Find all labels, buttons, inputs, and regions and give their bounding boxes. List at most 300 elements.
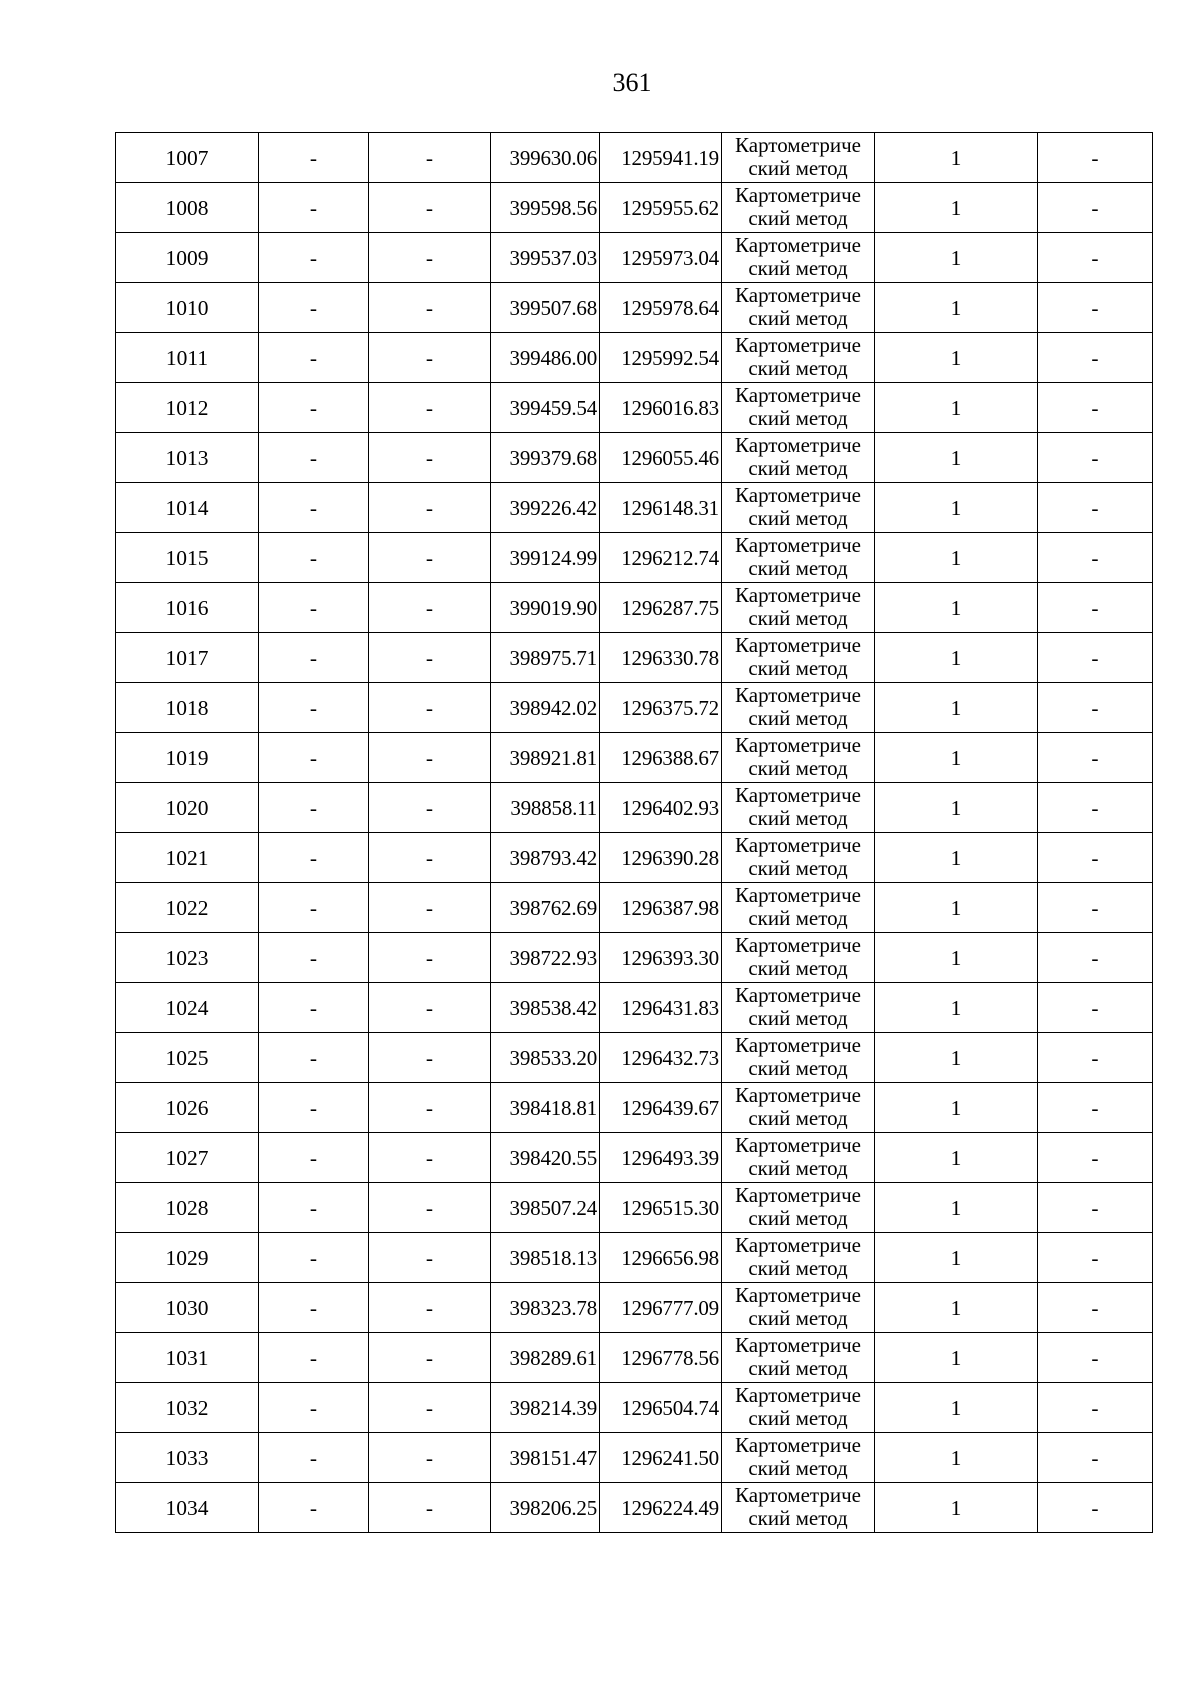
method-cell — [722, 483, 875, 533]
x-coordinate-cell: 398538.42 — [491, 983, 600, 1033]
method-line-1: Картометриче — [735, 1083, 861, 1107]
method-line-1: Картометриче — [735, 583, 861, 607]
accuracy-cell: 1 — [875, 833, 1038, 883]
empty-value-cell: - — [369, 683, 491, 733]
accuracy-cell: 1 — [875, 683, 1038, 733]
y-coordinate-cell: 1296515.30 — [600, 1183, 722, 1233]
table-row — [116, 483, 1153, 533]
y-coordinate-cell: 1296431.83 — [600, 983, 722, 1033]
empty-value-cell: - — [369, 833, 491, 883]
method-cell — [722, 1383, 875, 1433]
empty-value-cell: - — [369, 583, 491, 633]
accuracy-cell: 1 — [875, 133, 1038, 183]
method-cell — [722, 433, 875, 483]
method-text — [722, 383, 874, 431]
table-row — [116, 433, 1153, 483]
point-number-cell: 1017 — [116, 633, 259, 683]
method-text — [722, 233, 874, 281]
empty-value-cell: - — [259, 1383, 369, 1433]
method-line-2: ский метод — [748, 1056, 848, 1080]
accuracy-cell: 1 — [875, 1283, 1038, 1333]
method-text — [722, 883, 874, 931]
accuracy-cell: 1 — [875, 183, 1038, 233]
note-cell: - — [1038, 1183, 1153, 1233]
note-cell: - — [1038, 833, 1153, 883]
y-coordinate-cell: 1296393.30 — [600, 933, 722, 983]
method-line-2: ский метод — [748, 1006, 848, 1030]
method-line-2: ский метод — [748, 1506, 848, 1530]
table-row — [116, 1383, 1153, 1433]
note-cell: - — [1038, 1383, 1153, 1433]
x-coordinate-cell: 398289.61 — [491, 1333, 600, 1383]
table-row — [116, 983, 1153, 1033]
accuracy-cell: 1 — [875, 233, 1038, 283]
point-number-cell: 1013 — [116, 433, 259, 483]
method-cell — [722, 833, 875, 883]
method-line-2: ский метод — [748, 506, 848, 530]
point-number-cell: 1034 — [116, 1483, 259, 1533]
method-text — [722, 783, 874, 831]
method-line-2: ский метод — [748, 956, 848, 980]
point-number-cell: 1025 — [116, 1033, 259, 1083]
point-number-cell: 1032 — [116, 1383, 259, 1433]
note-cell: - — [1038, 583, 1153, 633]
method-cell — [722, 1133, 875, 1183]
point-number-cell: 1031 — [116, 1333, 259, 1383]
method-line-1: Картометриче — [735, 983, 861, 1007]
y-coordinate-cell: 1296439.67 — [600, 1083, 722, 1133]
method-text — [722, 283, 874, 331]
x-coordinate-cell: 399507.68 — [491, 283, 600, 333]
y-coordinate-cell: 1295955.62 — [600, 183, 722, 233]
x-coordinate-cell: 398533.20 — [491, 1033, 600, 1083]
accuracy-cell: 1 — [875, 483, 1038, 533]
note-cell: - — [1038, 383, 1153, 433]
empty-value-cell: - — [369, 483, 491, 533]
y-coordinate-cell: 1296212.74 — [600, 533, 722, 583]
y-coordinate-cell: 1296387.98 — [600, 883, 722, 933]
point-number-cell: 1030 — [116, 1283, 259, 1333]
empty-value-cell: - — [369, 333, 491, 383]
method-line-2: ский метод — [748, 656, 848, 680]
y-coordinate-cell: 1296330.78 — [600, 633, 722, 683]
point-number-cell: 1023 — [116, 933, 259, 983]
method-text — [722, 1283, 874, 1331]
empty-value-cell: - — [259, 133, 369, 183]
table-row — [116, 633, 1153, 683]
method-line-1: Картометриче — [735, 333, 861, 357]
x-coordinate-cell: 399630.06 — [491, 133, 600, 183]
table-row — [116, 933, 1153, 983]
empty-value-cell: - — [259, 1083, 369, 1133]
note-cell: - — [1038, 433, 1153, 483]
y-coordinate-cell: 1296287.75 — [600, 583, 722, 633]
method-line-2: ский метод — [748, 706, 848, 730]
empty-value-cell: - — [259, 1433, 369, 1483]
note-cell: - — [1038, 1033, 1153, 1083]
empty-value-cell: - — [369, 933, 491, 983]
empty-value-cell: - — [259, 833, 369, 883]
method-line-2: ский метод — [748, 1106, 848, 1130]
empty-value-cell: - — [259, 783, 369, 833]
method-text — [722, 1333, 874, 1381]
method-text — [722, 683, 874, 731]
empty-value-cell: - — [369, 433, 491, 483]
empty-value-cell: - — [259, 1033, 369, 1083]
point-number-cell: 1007 — [116, 133, 259, 183]
method-line-1: Картометриче — [735, 783, 861, 807]
note-cell: - — [1038, 483, 1153, 533]
method-text — [722, 183, 874, 231]
table-row — [116, 133, 1153, 183]
note-cell: - — [1038, 233, 1153, 283]
table-row — [116, 1333, 1153, 1383]
page-number: 361 — [612, 68, 652, 97]
method-cell — [722, 133, 875, 183]
empty-value-cell: - — [369, 983, 491, 1033]
x-coordinate-cell: 398793.42 — [491, 833, 600, 883]
x-coordinate-cell: 398921.81 — [491, 733, 600, 783]
empty-value-cell: - — [369, 1183, 491, 1233]
method-cell — [722, 633, 875, 683]
method-text — [722, 583, 874, 631]
method-text — [722, 1483, 874, 1531]
y-coordinate-cell: 1296016.83 — [600, 383, 722, 433]
accuracy-cell: 1 — [875, 433, 1038, 483]
method-cell — [722, 183, 875, 233]
note-cell: - — [1038, 883, 1153, 933]
empty-value-cell: - — [259, 1283, 369, 1333]
empty-value-cell: - — [369, 1433, 491, 1483]
accuracy-cell: 1 — [875, 1183, 1038, 1233]
note-cell: - — [1038, 733, 1153, 783]
accuracy-cell: 1 — [875, 583, 1038, 633]
y-coordinate-cell: 1296493.39 — [600, 1133, 722, 1183]
method-cell — [722, 1233, 875, 1283]
empty-value-cell: - — [259, 483, 369, 533]
method-cell — [722, 233, 875, 283]
method-text — [722, 633, 874, 681]
point-number-cell: 1019 — [116, 733, 259, 783]
empty-value-cell: - — [259, 983, 369, 1033]
point-number-cell: 1024 — [116, 983, 259, 1033]
method-line-1: Картометриче — [735, 1133, 861, 1157]
method-line-1: Картометриче — [735, 1433, 861, 1457]
accuracy-cell: 1 — [875, 383, 1038, 433]
empty-value-cell: - — [259, 1183, 369, 1233]
accuracy-cell: 1 — [875, 1433, 1038, 1483]
method-line-1: Картометриче — [735, 483, 861, 507]
method-line-2: ский метод — [748, 556, 848, 580]
accuracy-cell: 1 — [875, 1483, 1038, 1533]
method-text — [722, 983, 874, 1031]
accuracy-cell: 1 — [875, 1133, 1038, 1183]
point-number-cell: 1022 — [116, 883, 259, 933]
table-row — [116, 233, 1153, 283]
method-line-2: ский метод — [748, 156, 848, 180]
x-coordinate-cell: 398214.39 — [491, 1383, 600, 1433]
point-number-cell: 1011 — [116, 333, 259, 383]
method-cell — [722, 883, 875, 933]
method-cell — [722, 983, 875, 1033]
method-cell — [722, 333, 875, 383]
method-line-1: Картометриче — [735, 233, 861, 257]
method-cell — [722, 1483, 875, 1533]
method-text — [722, 333, 874, 381]
x-coordinate-cell: 398858.11 — [491, 783, 600, 833]
y-coordinate-cell: 1295978.64 — [600, 283, 722, 333]
note-cell: - — [1038, 1483, 1153, 1533]
method-text — [722, 1133, 874, 1181]
point-number-cell: 1028 — [116, 1183, 259, 1233]
x-coordinate-cell: 398722.93 — [491, 933, 600, 983]
empty-value-cell: - — [259, 233, 369, 283]
empty-value-cell: - — [369, 1083, 491, 1133]
empty-value-cell: - — [259, 683, 369, 733]
y-coordinate-cell: 1296055.46 — [600, 433, 722, 483]
point-number-cell: 1018 — [116, 683, 259, 733]
table-row — [116, 1133, 1153, 1183]
y-coordinate-cell: 1296432.73 — [600, 1033, 722, 1083]
method-cell — [722, 533, 875, 583]
x-coordinate-cell: 398762.69 — [491, 883, 600, 933]
method-line-1: Картометриче — [735, 533, 861, 557]
point-number-cell: 1016 — [116, 583, 259, 633]
table-row — [116, 833, 1153, 883]
table-row — [116, 1433, 1153, 1483]
empty-value-cell: - — [259, 583, 369, 633]
accuracy-cell: 1 — [875, 883, 1038, 933]
empty-value-cell: - — [259, 633, 369, 683]
x-coordinate-cell: 398418.81 — [491, 1083, 600, 1133]
y-coordinate-cell: 1296388.67 — [600, 733, 722, 783]
x-coordinate-cell: 399537.03 — [491, 233, 600, 283]
note-cell: - — [1038, 1133, 1153, 1183]
point-number-cell: 1008 — [116, 183, 259, 233]
table-row — [116, 733, 1153, 783]
empty-value-cell: - — [259, 533, 369, 583]
method-line-2: ский метод — [748, 1406, 848, 1430]
method-line-1: Картометриче — [735, 1333, 861, 1357]
note-cell: - — [1038, 683, 1153, 733]
method-text — [722, 1033, 874, 1081]
method-line-2: ский метод — [748, 1156, 848, 1180]
note-cell: - — [1038, 933, 1153, 983]
method-text — [722, 1383, 874, 1431]
accuracy-cell: 1 — [875, 1083, 1038, 1133]
method-cell — [722, 583, 875, 633]
x-coordinate-cell: 399379.68 — [491, 433, 600, 483]
note-cell: - — [1038, 983, 1153, 1033]
method-line-1: Картометриче — [735, 883, 861, 907]
x-coordinate-cell: 398975.71 — [491, 633, 600, 683]
note-cell: - — [1038, 1283, 1153, 1333]
point-number-cell: 1012 — [116, 383, 259, 433]
method-cell — [722, 1433, 875, 1483]
method-line-1: Картометриче — [735, 383, 861, 407]
note-cell: - — [1038, 283, 1153, 333]
point-number-cell: 1033 — [116, 1433, 259, 1483]
empty-value-cell: - — [259, 733, 369, 783]
empty-value-cell: - — [369, 533, 491, 583]
method-text — [722, 833, 874, 881]
method-line-1: Картометриче — [735, 1483, 861, 1507]
empty-value-cell: - — [259, 1483, 369, 1533]
method-line-1: Картометриче — [735, 183, 861, 207]
method-text — [722, 1083, 874, 1131]
empty-value-cell: - — [259, 1333, 369, 1383]
method-line-2: ский метод — [748, 1456, 848, 1480]
x-coordinate-cell: 399124.99 — [491, 533, 600, 583]
x-coordinate-cell: 399226.42 — [491, 483, 600, 533]
method-cell — [722, 1283, 875, 1333]
accuracy-cell: 1 — [875, 983, 1038, 1033]
point-number-cell: 1015 — [116, 533, 259, 583]
method-text — [722, 433, 874, 481]
y-coordinate-cell: 1296241.50 — [600, 1433, 722, 1483]
method-line-2: ский метод — [748, 906, 848, 930]
y-coordinate-cell: 1295941.19 — [600, 133, 722, 183]
empty-value-cell: - — [369, 133, 491, 183]
empty-value-cell: - — [369, 783, 491, 833]
y-coordinate-cell: 1296777.09 — [600, 1283, 722, 1333]
point-number-cell: 1026 — [116, 1083, 259, 1133]
point-number-cell: 1027 — [116, 1133, 259, 1183]
method-cell — [722, 683, 875, 733]
table-row — [116, 333, 1153, 383]
method-line-2: ский метод — [748, 306, 848, 330]
y-coordinate-cell: 1295973.04 — [600, 233, 722, 283]
method-line-2: ский метод — [748, 406, 848, 430]
x-coordinate-cell: 398420.55 — [491, 1133, 600, 1183]
method-line-1: Картометриче — [735, 433, 861, 457]
y-coordinate-cell: 1296224.49 — [600, 1483, 722, 1533]
accuracy-cell: 1 — [875, 533, 1038, 583]
method-cell — [722, 1083, 875, 1133]
accuracy-cell: 1 — [875, 1233, 1038, 1283]
accuracy-cell: 1 — [875, 733, 1038, 783]
empty-value-cell: - — [259, 1133, 369, 1183]
table-body — [116, 133, 1153, 1533]
x-coordinate-cell: 399019.90 — [491, 583, 600, 633]
empty-value-cell: - — [369, 633, 491, 683]
point-number-cell: 1010 — [116, 283, 259, 333]
y-coordinate-cell: 1296656.98 — [600, 1233, 722, 1283]
table-row — [116, 1033, 1153, 1083]
method-cell — [722, 283, 875, 333]
point-number-cell: 1020 — [116, 783, 259, 833]
empty-value-cell: - — [259, 933, 369, 983]
method-text — [722, 533, 874, 581]
method-line-1: Картометриче — [735, 633, 861, 657]
note-cell: - — [1038, 783, 1153, 833]
method-cell — [722, 1033, 875, 1083]
accuracy-cell: 1 — [875, 333, 1038, 383]
method-line-2: ский метод — [748, 1206, 848, 1230]
method-text — [722, 933, 874, 981]
x-coordinate-cell: 398942.02 — [491, 683, 600, 733]
empty-value-cell: - — [369, 1383, 491, 1433]
table-row — [116, 533, 1153, 583]
empty-value-cell: - — [369, 1133, 491, 1183]
note-cell: - — [1038, 1233, 1153, 1283]
method-line-2: ский метод — [748, 356, 848, 380]
table-row — [116, 1283, 1153, 1333]
method-line-1: Картометриче — [735, 1283, 861, 1307]
note-cell: - — [1038, 633, 1153, 683]
method-text — [722, 1183, 874, 1231]
y-coordinate-cell: 1296390.28 — [600, 833, 722, 883]
note-cell: - — [1038, 133, 1153, 183]
empty-value-cell: - — [369, 183, 491, 233]
method-text — [722, 133, 874, 181]
table-row — [116, 783, 1153, 833]
method-line-2: ский метод — [748, 856, 848, 880]
x-coordinate-cell: 399598.56 — [491, 183, 600, 233]
y-coordinate-cell: 1296402.93 — [600, 783, 722, 833]
note-cell: - — [1038, 333, 1153, 383]
method-line-1: Картометриче — [735, 683, 861, 707]
x-coordinate-cell: 398206.25 — [491, 1483, 600, 1533]
note-cell: - — [1038, 1433, 1153, 1483]
empty-value-cell: - — [259, 433, 369, 483]
y-coordinate-cell: 1296148.31 — [600, 483, 722, 533]
method-text — [722, 483, 874, 531]
empty-value-cell: - — [259, 183, 369, 233]
point-number-cell: 1009 — [116, 233, 259, 283]
note-cell: - — [1038, 533, 1153, 583]
empty-value-cell: - — [259, 383, 369, 433]
empty-value-cell: - — [369, 1333, 491, 1383]
x-coordinate-cell: 398151.47 — [491, 1433, 600, 1483]
empty-value-cell: - — [259, 1233, 369, 1283]
x-coordinate-cell: 398518.13 — [491, 1233, 600, 1283]
empty-value-cell: - — [369, 383, 491, 433]
y-coordinate-cell: 1295992.54 — [600, 333, 722, 383]
method-line-1: Картометриче — [735, 733, 861, 757]
method-line-2: ский метод — [748, 756, 848, 780]
method-cell — [722, 783, 875, 833]
method-line-2: ский метод — [748, 206, 848, 230]
y-coordinate-cell: 1296778.56 — [600, 1333, 722, 1383]
x-coordinate-cell: 398507.24 — [491, 1183, 600, 1233]
point-number-cell: 1014 — [116, 483, 259, 533]
method-line-1: Картометриче — [735, 283, 861, 307]
table-row — [116, 383, 1153, 433]
table-row — [116, 283, 1153, 333]
table-row — [116, 183, 1153, 233]
method-cell — [722, 733, 875, 783]
y-coordinate-cell: 1296375.72 — [600, 683, 722, 733]
method-line-2: ский метод — [748, 1356, 848, 1380]
method-cell — [722, 383, 875, 433]
table-row — [116, 883, 1153, 933]
method-line-2: ский метод — [748, 1306, 848, 1330]
note-cell: - — [1038, 1333, 1153, 1383]
empty-value-cell: - — [369, 1033, 491, 1083]
method-line-1: Картометриче — [735, 833, 861, 857]
empty-value-cell: - — [259, 883, 369, 933]
note-cell: - — [1038, 1083, 1153, 1133]
empty-value-cell: - — [369, 283, 491, 333]
accuracy-cell: 1 — [875, 1383, 1038, 1433]
table-row — [116, 683, 1153, 733]
table-row — [116, 583, 1153, 633]
coordinates-table — [115, 132, 1153, 1533]
accuracy-cell: 1 — [875, 283, 1038, 333]
empty-value-cell: - — [369, 1283, 491, 1333]
method-text — [722, 1433, 874, 1481]
